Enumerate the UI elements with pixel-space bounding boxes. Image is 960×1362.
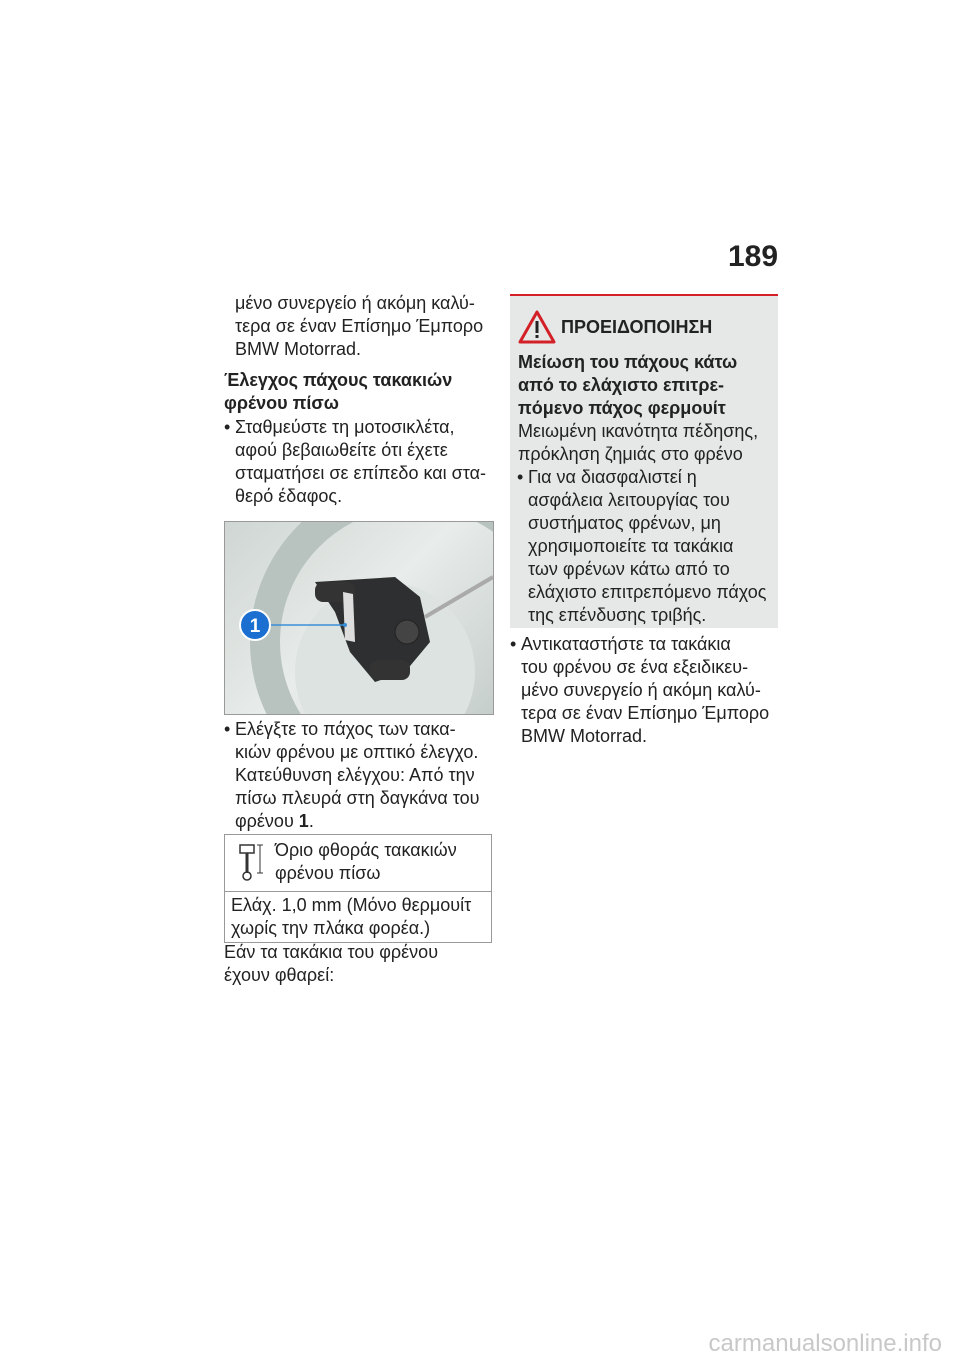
text-line: BMW Motorrad.	[521, 726, 648, 746]
warning-bullet-line: ασφάλεια λειτουργίας του	[528, 490, 730, 510]
text-line: κιών φρένου με οπτικό έλεγχο.	[235, 742, 479, 762]
spec-title-row	[225, 835, 491, 892]
text-line: θερό έδαφος.	[235, 486, 343, 506]
page-number: 189	[728, 240, 779, 273]
warning-triangle-icon	[518, 310, 556, 344]
heading-line: Έλεγχος πάχους τακακιών	[224, 370, 453, 390]
text-line: πίσω πλευρά στη δαγκάνα του	[235, 788, 480, 808]
text-line: του φρένου σε ένα εξειδικευ-	[521, 657, 749, 677]
warning-bullet-line: των φρένων κάτω από το	[528, 559, 730, 579]
spec-table	[224, 834, 492, 943]
caliper-illustration	[225, 522, 493, 714]
wear-limit-icon	[237, 843, 265, 883]
text-line: • Αντικαταστήστε τα τακάκια	[521, 633, 769, 656]
text-line: φρένου	[235, 811, 299, 831]
warning-body-line: πρόκληση ζημιάς στο φρένο	[518, 444, 743, 464]
worn-pads-text	[224, 941, 438, 987]
warning-title-line: από το ελάχιστο επιτρε-	[518, 375, 725, 395]
step-check: • Ελέγξτε το πάχος των τακα- κιών φρένου με οπτικό έλεγχο. Κατεύθυνση ελέγχου: Από την πίσω πλευρά στη δαγκάνα του φρένου 1.	[235, 718, 479, 833]
text-line: μένο συνεργείο ή ακόμη καλύ-	[235, 293, 475, 313]
warning-box	[510, 294, 778, 628]
warning-title-line: πόμενο πάχος φερμουίτ	[518, 398, 726, 418]
heading-line: φρένου πίσω	[224, 393, 339, 413]
text-line: αφού βεβαιωθείτε ότι έχετε	[235, 440, 448, 460]
figure-reference: 1	[298, 811, 309, 831]
section-heading	[224, 369, 452, 415]
spec-value-line: Ελάχ. 1,0 mm (Μόνο θερμουίτ	[231, 895, 472, 915]
warning-title-line: Μείωση του πάχους κάτω	[518, 352, 738, 372]
step-replace	[521, 633, 769, 748]
spec-title-line: Όριο φθοράς τακακιών	[275, 840, 457, 860]
warning-label: ΠΡΟΕΙΔΟΠΟΙΗΣΗ	[561, 317, 713, 337]
text-line: σταματήσει σε επίπεδο και στα-	[235, 463, 487, 483]
brake-caliper-figure	[224, 521, 494, 715]
text-line: • Ελέγξτε το πάχος των τακα-	[235, 718, 479, 741]
spec-value-line: χωρίς την πλάκα φορέα.)	[231, 918, 431, 938]
step-park	[235, 416, 486, 508]
text-line: BMW Motorrad.	[235, 339, 362, 359]
warning-bullet-line: της επένδυσης τριβής.	[528, 605, 707, 625]
text-line: τερα σε έναν Επίσημο Έμπορο	[235, 316, 484, 336]
text-line: τερα σε έναν Επίσημο Έμπορο	[521, 703, 770, 723]
text-line: μένο συνεργείο ή ακόμη καλύ-	[521, 680, 761, 700]
warning-bullet-line: χρησιμοποιείτε τα τακάκια	[528, 536, 734, 556]
spec-title-line: φρένου πίσω	[275, 863, 381, 883]
warning-body-line: Μειωμένη ικανότητα πέδησης,	[518, 421, 759, 441]
text-line: έχουν φθαρεί:	[224, 965, 335, 985]
callout-1: 1	[249, 616, 261, 637]
text-line: Κατεύθυνση ελέγχου: Από την	[235, 765, 475, 785]
text-line: Εάν τα τακάκια του φρένου	[224, 942, 439, 962]
watermark: carmanualsonline.info	[708, 1330, 942, 1357]
warning-bullet-line: ελάχιστο επιτρεπόμενο πάχος	[528, 582, 767, 602]
warning-bullet-line: • Για να διασφαλιστεί η	[528, 466, 766, 489]
warning-bullet-line: συστήματος φρένων, μη	[528, 513, 721, 533]
text-line: • Σταθμεύστε τη μοτοσικλέτα,	[235, 416, 486, 439]
intro-paragraph	[235, 292, 483, 361]
spec-value-row	[225, 892, 491, 942]
